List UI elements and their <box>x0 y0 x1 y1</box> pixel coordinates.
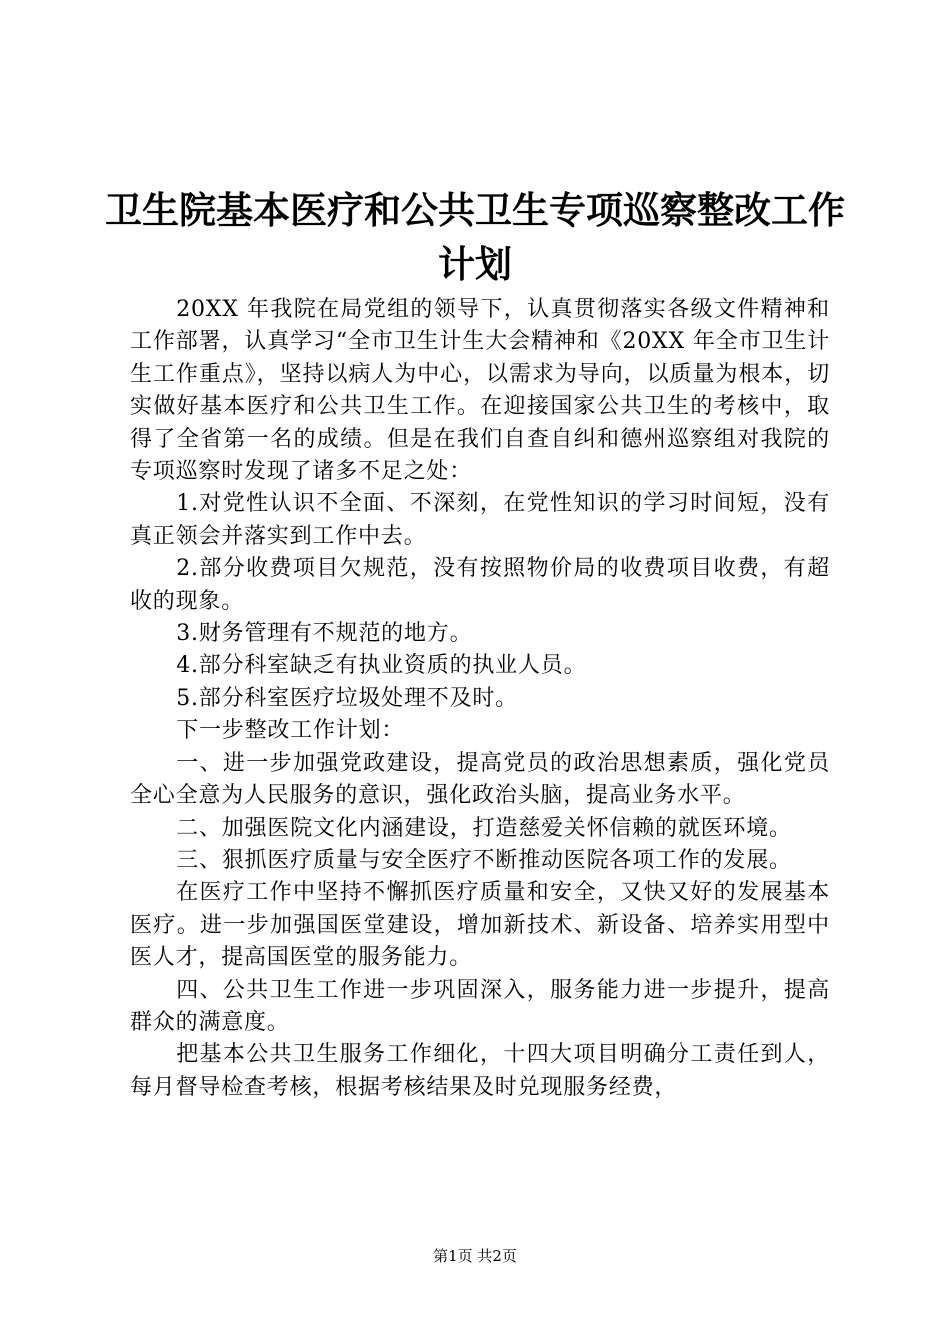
paragraph-plan-4: 四、公共卫生工作进一步巩固深入，服务能力进一步提升，提高群众的满意度。 <box>130 977 830 1035</box>
paragraph-item-5: 5.部分科室医疗垃圾处理不及时。 <box>176 685 518 711</box>
paragraph-item-2: 2.部分收费项目欠规范，没有按照物价局的收费项目收费，有超收的现象。 <box>130 556 830 614</box>
paragraph-plan-1: 一、进一步加强党政建设，提高党员的政治思想素质，强化党员全心全意为人民服务的意识，强化政治头脑，提高业务水平。 <box>130 750 830 809</box>
paragraph-plan-2: 二、加强医院文化内涵建设，打造慈爱关怀信赖的就医环境。 <box>176 815 792 841</box>
paragraph-item-1: 1.对党性认识不全面、不深刻，在党性知识的学习时间短，没有真正领会并落实到工作中去。 <box>130 491 830 549</box>
paragraph-intro: 20XX 年我院在局党组的领导下，认真贯彻落实各级文件精神和工作部署，认真学习“全市卫生计生大会精神和《20XX 年全市卫生计生工作重点》，坚持以病人为中心，以需求为导向，以质量为根本，切实做好基本医疗和公共卫生工作。在迎接国家公共卫生的考核中，取得了全省第一名的成绩。但是在我们自查自纠和德州巡察组对我院的专项巡察时发现了诸多不足之处： <box>130 297 830 485</box>
paragraph-plan-4-detail: 把基本公共卫生服务工作细化，十四大项目明确分工责任到人，每月督导检查考核，根据考核结果及时兑现服务经费， <box>130 1042 830 1100</box>
paragraph-plan-3: 三、狠抓医疗质量与安全医疗不断推动医院各项工作的发展。 <box>176 847 792 873</box>
title-line-1: 卫生院基本医疗和公共卫生专项巡察整改工作 <box>105 189 845 232</box>
paragraph-plan-3-detail: 在医疗工作中坚持不懈抓医疗质量和安全，又快又好的发展基本医疗。进一步加强国医堂建设，增加新技术、新设备、培养实用型中医人才，提高国医堂的服务能力。 <box>130 880 830 971</box>
document-body <box>130 294 830 1104</box>
paragraph-item-3: 3.财务管理有不规范的地方。 <box>176 621 473 647</box>
title-line-2: 计划 <box>438 243 512 286</box>
paragraph-plan-heading: 下一步整改工作计划： <box>176 718 405 744</box>
document-title <box>100 184 850 292</box>
page-footer: 第1页 共2页 <box>433 1247 517 1265</box>
paragraph-item-4: 4.部分科室缺乏有执业资质的执业人员。 <box>176 653 587 679</box>
